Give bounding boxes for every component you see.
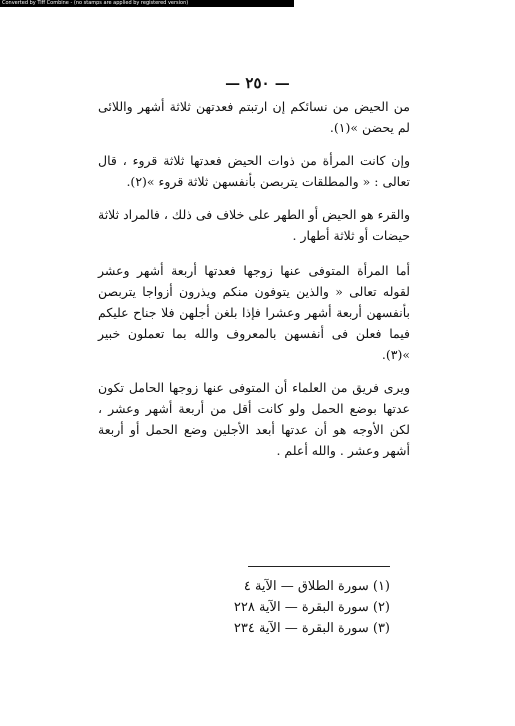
page-body	[98, 96, 410, 473]
converter-banner: Converted by Tiff Combine - (no stamps are applied by registered version)	[0, 0, 294, 7]
paragraph-4: أما المرأة المتوفى عنها زوجها فعدتها أربعة أشهر وعشر لقوله تعالى « والذين يتوفون منكم ويذرون أزواجا يتربصن بأنفسهن أربعة أشهر وعشرا فإذا بلغن أجلهن فلا جناح عليكم فيما فعلن فى أنفسهن بالمعروف والله بما تعملون خبير »(٣).	[98, 263, 410, 362]
paragraph-1: من الحيض من نسائكم إن ارتبتم فعدتهن ثلاثة أشهر واللائى لم يحضن »(١).	[98, 99, 410, 135]
footnote-separator	[248, 566, 390, 567]
footnote-1: (١) سورة الطلاق — الآية ٤	[243, 579, 390, 594]
footnotes	[200, 576, 390, 639]
page-number: — ٢٥٠ —	[225, 74, 290, 92]
paragraph-5: ويرى فريق من العلماء أن المتوفى عنها زوجها الحامل تكون عدتها بوضع الحمل ولو كانت أقل من أربعة أشهر وعشر ، لكن الأوجه هو أن عدتها أبعد الأجلين وضع الحمل أو أربعة أشهر وعشر . والله أعلم .	[98, 380, 410, 458]
paragraph-2: وإن كانت المرأة من ذوات الحيض فعدتها ثلاثة قروء ، قال تعالى : « والمطلقات يتربصن بأنفسهن ثلاثة قروء »(٢).	[98, 153, 410, 189]
footnote-3: (٣) سورة البقرة — الآية ٢٣٤	[233, 621, 390, 636]
paragraph-3: والقرء هو الحيض أو الطهر على خلاف فى ذلك ، فالمراد ثلاثة حيضات أو ثلاثة أطهار .	[98, 207, 410, 243]
footnote-2: (٢) سورة البقرة — الآية ٢٢٨	[233, 600, 390, 615]
